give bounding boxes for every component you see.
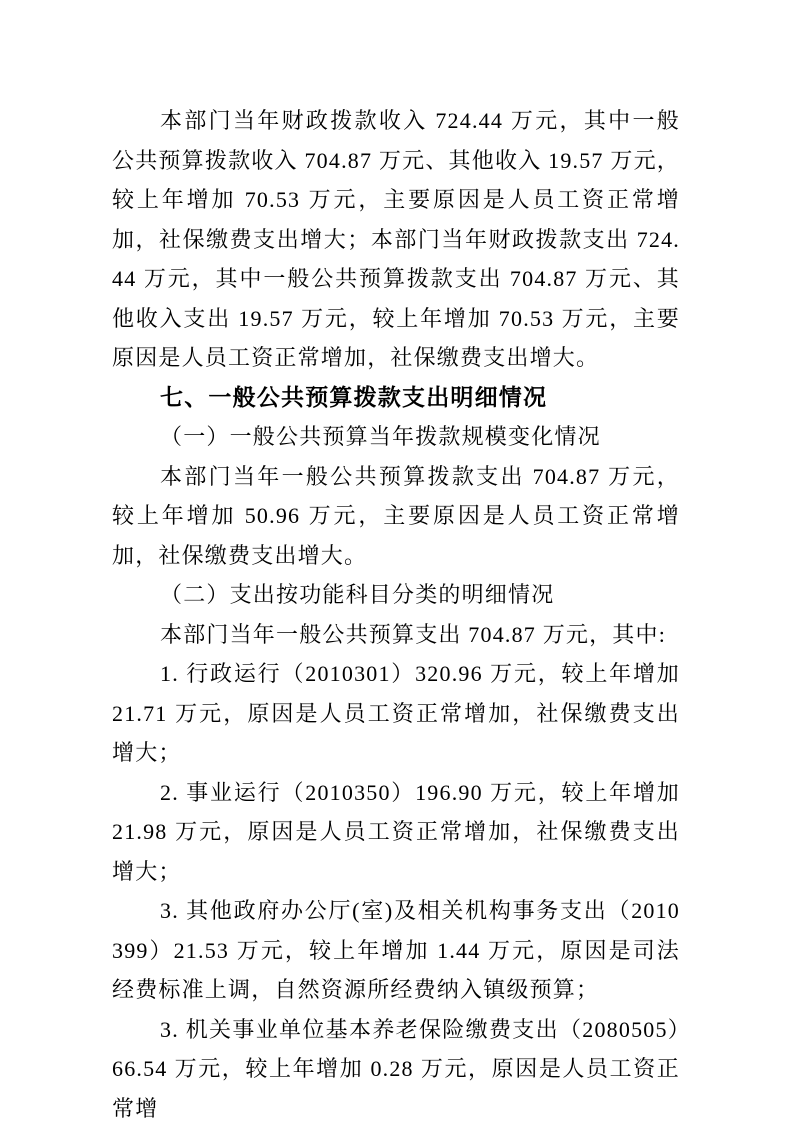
section-heading-seven: 七、一般公共预算拨款支出明细情况 <box>160 383 548 410</box>
paragraph-fiscal-appropriation-summary: 本部门当年财政拨款收入 724.44 万元，其中一般公共预算拨款收入 704.87 万元、其他收入 19.57 万元，较上年增加 70.53 万元，主要原因是人员工资正常增加，社保缴费支出增大；本部门当年财政拨款支出 724.44 万元，其中一般公共预算拨款支出 704.87 万元、其他收入支出 19.57 万元，较上年增加 70.53 万元，主要原因是人员工资正常增加，社保缴费支出增大。 <box>112 108 680 370</box>
paragraph-expenditure-total: 本部门当年一般公共预算支出 704.87 万元，其中: <box>160 621 667 647</box>
subsection-heading-one: （一）一般公共预算当年拨款规模变化情况 <box>160 424 601 449</box>
paragraph-budget-scale-change: 本部门当年一般公共预算拨款支出 704.87 万元，较上年增加 50.96 万元，主要原因是人员工资正常增加，社保缴费支出增大。 <box>112 463 680 568</box>
paragraph-item-2-institution-operation: 2. 事业运行（2010350）196.90 万元，较上年增加 21.98 万元，原因是人员工资正常增加，社保缴费支出增大； <box>112 779 680 884</box>
paragraph-item-4-pension-insurance-contribution: 3. 机关事业单位基本养老保险缴费支出（2080505）66.54 万元，较上年增加 0.28 万元，原因是人员工资正常增 <box>112 1016 680 1121</box>
document-content <box>112 101 680 1122</box>
subsection-heading-two: （二）支出按功能科目分类的明细情况 <box>160 582 555 607</box>
paragraph-item-3-other-government-office-affairs: 3. 其他政府办公厅(室)及相关机构事务支出（2010399）21.53 万元，较上年增加 1.44 万元，原因是司法经费标准上调，自然资源所经费纳入镇级预算； <box>112 898 680 1002</box>
paragraph-item-1-administrative-operation: 1. 行政运行（2010301）320.96 万元，较上年增加 21.71 万元，原因是人员工资正常增加，社保缴费支出增大； <box>112 661 680 765</box>
